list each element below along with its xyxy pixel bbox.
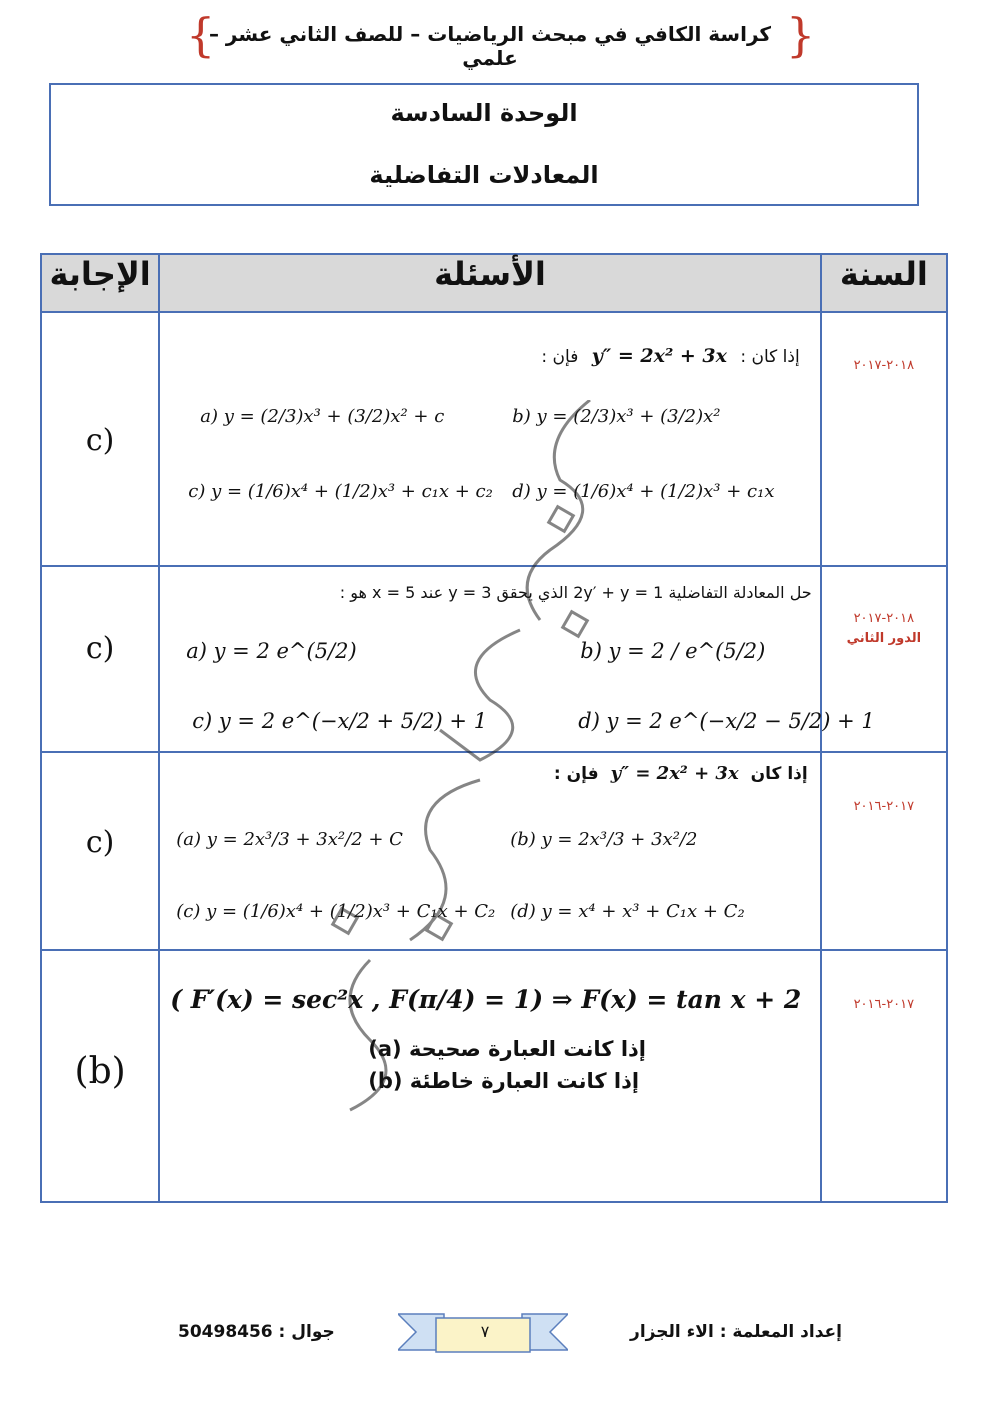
- choice-true: (a) إذا كانت العبارة صحيحة: [368, 1037, 647, 1061]
- question-equation: y″ = 2x² + 3x: [610, 763, 739, 784]
- answer-value: c): [85, 423, 115, 458]
- answer-column-header: الإجابة: [41, 254, 159, 312]
- question-cell: [159, 566, 875, 752]
- answer-value: c): [85, 825, 115, 860]
- question-prefix: إذا كان :: [740, 347, 800, 367]
- year-note: الدور الثاني: [846, 631, 922, 646]
- unit-topic: المعادلات التفاضلية: [369, 161, 599, 189]
- option-d: d) y = 2 e^(−x/2 − 5/2) + 1: [578, 709, 875, 733]
- option-b: (b) y = 2x³/3 + 3x²/2: [510, 829, 698, 850]
- option-d: (d) y = x⁴ + x³ + C₁x + C₂: [510, 901, 745, 922]
- question-suffix: فإن :: [553, 764, 599, 784]
- answer-value: (b): [74, 1051, 126, 1092]
- answer-cell: [41, 950, 159, 1202]
- question-cell: [159, 312, 820, 566]
- question-cell: [159, 752, 820, 950]
- question-prefix: إذا كان: [750, 764, 808, 784]
- option-b: b) y = (2/3)x³ + (3/2)x²: [512, 406, 721, 427]
- page-header-title: كراسة الكافي في مبحث الرياضيات – للصف الثاني عشر – علمي: [208, 22, 772, 70]
- year-cell: [821, 752, 947, 950]
- questions-table: [40, 253, 948, 1203]
- option-a: (a) y = 2x³/3 + 3x²/2 + C: [176, 829, 403, 850]
- table-row: [41, 752, 947, 950]
- answer-cell: [41, 752, 159, 950]
- question-equation: ( F′(x) = sec²x , F(π/4) = 1) ⇒ F(x) = tan x + 2: [170, 985, 802, 1014]
- table-header-row: [41, 254, 947, 312]
- teacher-name: إعداد المعلمة : الاء الجزار: [630, 1322, 842, 1342]
- year-column-header: السنة: [821, 254, 947, 312]
- question-text: [541, 345, 799, 367]
- page-number: ٧: [480, 1322, 490, 1341]
- page-footer: [0, 1310, 992, 1350]
- questions-column-header: الأسئلة: [159, 254, 820, 312]
- option-a: a) y = (2/3)x³ + (3/2)x² + c: [200, 406, 445, 427]
- unit-name: الوحدة السادسة: [390, 99, 578, 127]
- option-c: c) y = (1/6)x⁴ + (1/2)x³ + c₁x + c₂: [188, 481, 493, 502]
- right-brace: }: [786, 8, 816, 62]
- year-value: ٢٠١٨-٢٠١٧: [853, 358, 915, 373]
- year-cell: [821, 312, 947, 566]
- answer-cell: [41, 566, 159, 752]
- option-d: d) y = (1/6)x⁴ + (1/2)x³ + c₁x: [512, 481, 775, 502]
- unit-title-box: [49, 83, 919, 206]
- question-cell: [159, 950, 820, 1202]
- table-row: [41, 566, 947, 752]
- question-text: [554, 763, 808, 784]
- year-value: ٢٠١٨-٢٠١٧: [853, 611, 915, 626]
- option-b: b) y = 2 / e^(5/2): [580, 639, 766, 663]
- option-c: c) y = 2 e^(−x/2 + 5/2) + 1: [192, 709, 488, 733]
- table-row: [41, 312, 947, 566]
- table-row: [41, 950, 947, 1202]
- year-value: ٢٠١٧-٢٠١٦: [853, 997, 915, 1012]
- year-cell: [821, 950, 947, 1202]
- question-suffix: فإن :: [541, 347, 579, 367]
- question-equation: y″ = 2x² + 3x: [591, 345, 727, 367]
- answer-cell: [41, 312, 159, 566]
- teacher-phone: جوال : 50498456: [178, 1322, 335, 1342]
- year-cell: [821, 566, 947, 752]
- option-c: (c) y = (1/6)x⁴ + (1/2)x³ + C₁x + C₂: [176, 901, 496, 922]
- left-brace: {: [186, 8, 216, 62]
- answer-value: c): [85, 631, 115, 666]
- option-a: a) y = 2 e^(5/2): [186, 639, 357, 663]
- question-text: حل المعادلة التفاضلية 2y′ + y = 1 الذي يحقق y = 3 عند x = 5 هو :: [339, 583, 812, 602]
- choice-false: (b) إذا كانت العبارة خاطئة: [368, 1069, 640, 1093]
- year-value: ٢٠١٧-٢٠١٦: [853, 799, 915, 814]
